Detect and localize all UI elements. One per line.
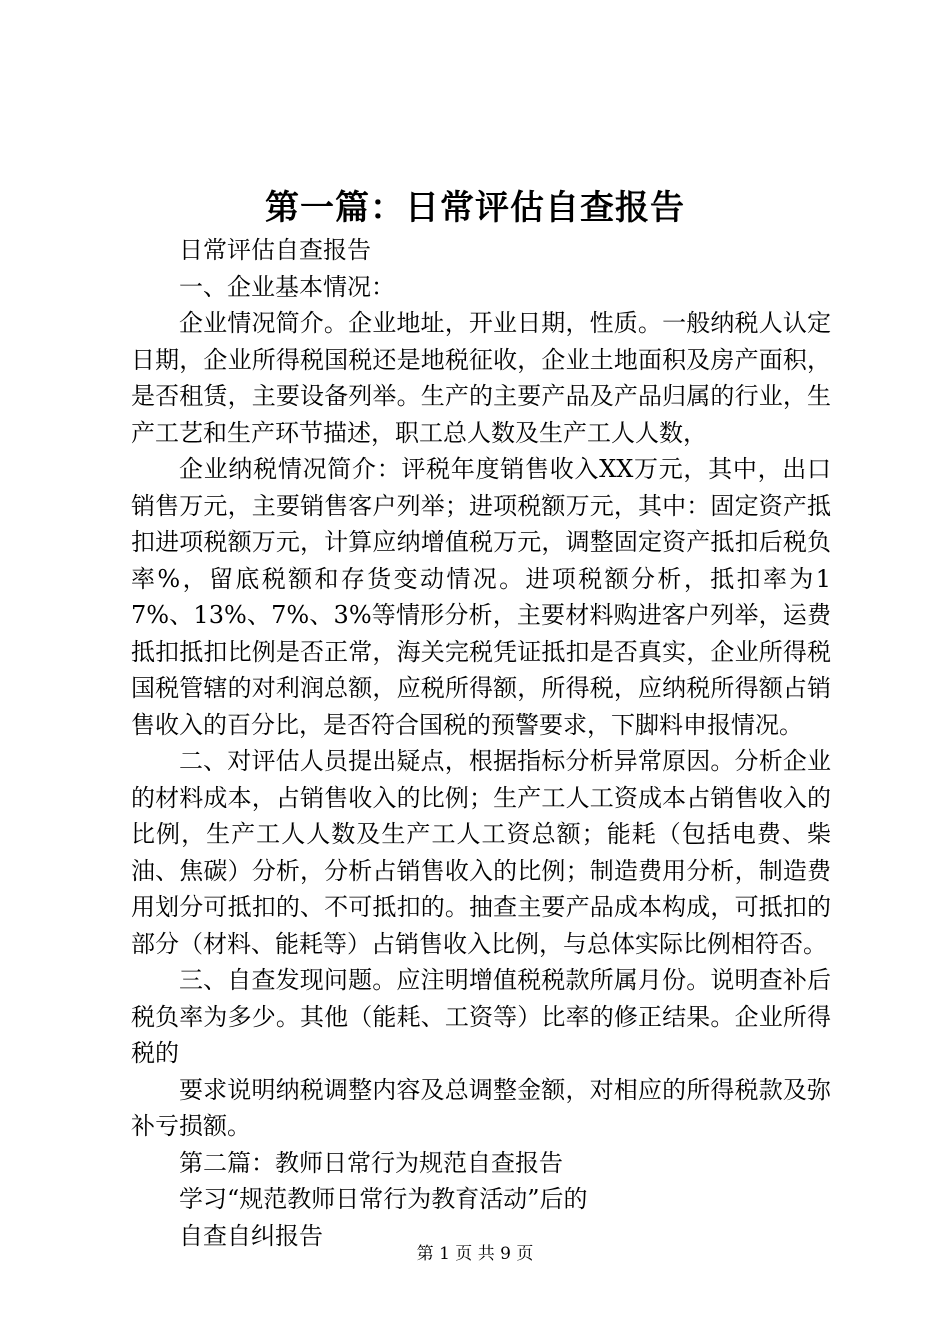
paragraph-adjustment-requirements: 要求说明纳税调整内容及总调整金额，对相应的所得税款及弥补亏损额。 <box>131 1075 831 1140</box>
paragraph-section-1-heading: 一、企业基本情况： <box>179 272 395 301</box>
paragraph-subtitle: 日常评估自查报告 <box>179 236 371 264</box>
paragraph-section-2: 二、对评估人员提出疑点，根据指标分析异常原因。分析企业的材料成本，占销售收入的比例；生产工人工资成本占销售收入的比例，生产工人人数及生产工人工资总额；能耗（包括电费、柴油、焦碳）分析，分析占销售收入的比例；制造费用分析，制造费用划分可抵扣的、不可抵扣的。抽查主要产品成本构成，可抵扣的部分（材料、能耗等）占销售收入比例，与总体实际比例相符否。 <box>131 747 831 958</box>
paragraph-company-overview: 企业情况简介。企业地址，开业日期，性质。一般纳税人认定日期，企业所得税国税还是地税征收，企业土地面积及房产面积，是否租赁，主要设备列举。生产的主要产品及产品归属的行业，生产工艺和生产环节描述，职工总人数及生产工人人数， <box>131 309 831 447</box>
paragraph-section-3: 三、自查发现问题。应注明增值税税款所属月份。说明查补后税负率为多少。其他（能耗、工资等）比率的修正结果。企业所得税的 <box>131 966 831 1067</box>
page-number-footer: 第 1 页 共 9 页 <box>416 1244 534 1264</box>
paragraph-study-line: 学习“规范教师日常行为教育活动”后的 <box>179 1185 588 1213</box>
document-body <box>131 232 831 1254</box>
paragraph-self-check-line: 自查自纠报告 <box>179 1221 323 1250</box>
paragraph-second-article-title: 第二篇：教师日常行为规范自查报告 <box>179 1148 563 1177</box>
document-title: 第一篇：日常评估自查报告 <box>265 188 685 228</box>
paragraph-tax-overview: 企业纳税情况简介：评税年度销售收入XX万元，其中，出口销售万元，主要销售客户列举；进项税额万元，其中：固定资产抵扣进项税额万元，计算应纳增值税万元，调整固定资产抵扣后税负率%，留底税额和存货变动情况。进项税额分析，抵扣率为17%、13%、7%、3%等情形分析，主要材料购进客户列举，运费抵扣抵扣比例是否正常，海关完税凭证抵扣是否真实，企业所得税国税管辖的对利润总额，应税所得额，所得税，应纳税所得额占销售收入的百分比，是否符合国税的预警要求，下脚料申报情况。 <box>131 455 831 739</box>
